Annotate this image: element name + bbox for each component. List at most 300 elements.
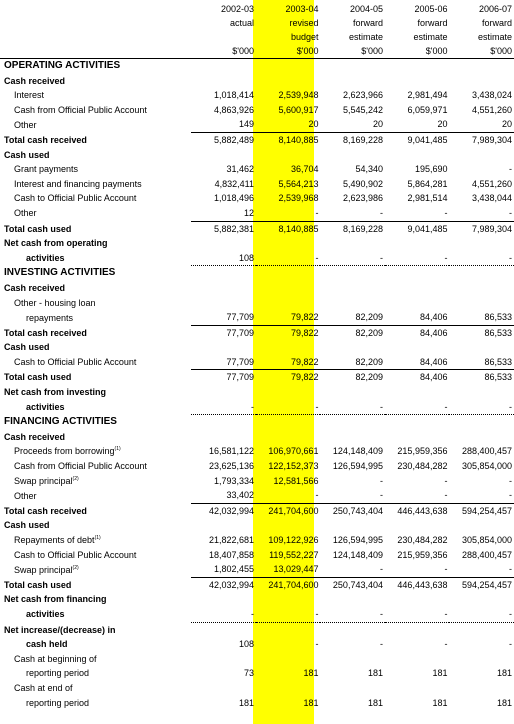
- row-value: [320, 340, 385, 355]
- table-row: [0, 74, 514, 89]
- row-label: [0, 622, 191, 637]
- section-heading-row: [0, 59, 514, 74]
- row-value: 20: [385, 117, 450, 132]
- row-value: 5,882,489: [213, 134, 254, 145]
- row-value: 149: [191, 117, 256, 132]
- row-value: -: [256, 251, 321, 266]
- row-label: [0, 103, 191, 118]
- row-value: 84,406: [385, 355, 450, 370]
- row-value: [385, 59, 450, 74]
- table-row: [0, 296, 514, 311]
- row-value: 594,254,457: [461, 579, 512, 590]
- row-value: [449, 681, 514, 696]
- row-value: [385, 74, 450, 89]
- row-label: [0, 370, 191, 385]
- total-row: [0, 132, 514, 147]
- row-value: [256, 266, 321, 281]
- table-row: [0, 488, 514, 503]
- col-type2: estimate: [477, 32, 512, 42]
- row-value: 86,533: [484, 327, 512, 338]
- row-value: 18,407,858: [208, 549, 254, 560]
- row-value: [191, 266, 256, 281]
- row-label-text: Grant payments: [14, 164, 79, 175]
- row-value: [256, 518, 321, 533]
- row-value: [256, 236, 321, 251]
- row-label: [0, 488, 191, 503]
- table-row: [0, 652, 514, 667]
- row-value: 2,981,514: [407, 193, 448, 204]
- row-label-text: Cash at end of: [14, 682, 73, 693]
- row-label: [0, 474, 191, 489]
- table-row: [0, 430, 514, 445]
- row-value: 4,863,926: [213, 104, 254, 115]
- row-value: [320, 652, 385, 667]
- row-label: [0, 59, 191, 74]
- row-value: 86,533: [449, 355, 514, 370]
- total-row: [0, 503, 514, 518]
- row-label-text: Swap principal: [14, 475, 73, 486]
- row-value: [449, 266, 514, 281]
- col-year: 2002-03: [220, 4, 254, 14]
- row-value: -: [191, 400, 256, 415]
- row-label-text: cash held: [26, 639, 68, 650]
- row-value: 126,594,995: [332, 535, 383, 545]
- row-value: [320, 622, 385, 637]
- table-row: [0, 177, 514, 192]
- row-value: [449, 74, 514, 89]
- col-year: 2005-06: [414, 4, 448, 14]
- footnote-marker: (2): [72, 475, 79, 482]
- row-value: 54,340: [355, 164, 383, 175]
- row-value: [385, 266, 450, 281]
- row-value: 79,822: [290, 327, 319, 338]
- table-row: [0, 148, 514, 163]
- row-value: [449, 236, 514, 251]
- row-value: 7,989,304: [471, 134, 512, 145]
- row-value: [385, 430, 450, 445]
- row-value: -: [509, 164, 512, 175]
- row-label: [0, 132, 191, 147]
- row-label: [0, 281, 191, 296]
- table-row: [0, 340, 514, 355]
- footnote-marker: (1): [94, 535, 101, 541]
- col-type2: [191, 30, 256, 44]
- row-value: 181: [432, 697, 448, 708]
- row-value: 122,152,373: [268, 461, 319, 472]
- row-value: [385, 652, 450, 667]
- row-value: 2,981,494: [407, 90, 448, 101]
- row-value: -: [256, 488, 321, 503]
- row-label-text: Net cash from investing: [4, 387, 107, 398]
- row-label-text: Repayments of debt: [14, 535, 95, 545]
- row-value: 230,484,282: [397, 461, 448, 472]
- row-value: [385, 281, 450, 296]
- row-value: 84,406: [419, 327, 448, 338]
- row-value: 5,882,381: [213, 223, 254, 234]
- table-row: [0, 592, 514, 607]
- row-value: [191, 415, 256, 430]
- row-label: [0, 117, 191, 132]
- row-value: 1,018,414: [213, 90, 254, 101]
- row-label: [0, 696, 191, 711]
- row-value: [191, 518, 256, 533]
- row-label: [0, 206, 191, 221]
- row-value: -: [320, 206, 385, 221]
- row-label-text: repayments: [26, 312, 74, 323]
- row-value: 1,793,334: [213, 475, 254, 486]
- row-value: 7,989,304: [471, 223, 512, 234]
- row-value: -: [320, 488, 385, 503]
- row-label: [0, 666, 191, 681]
- table-row: [0, 533, 514, 548]
- row-value: 73: [243, 668, 254, 679]
- row-value: 82,209: [320, 355, 385, 370]
- row-value: [449, 518, 514, 533]
- col-year: 2006-07: [478, 4, 512, 14]
- row-label-text: Total cash used: [4, 223, 72, 234]
- row-value: 79,822: [256, 310, 321, 325]
- row-value: [385, 518, 450, 533]
- row-value: [256, 430, 321, 445]
- row-label-text: activities: [26, 253, 65, 264]
- col-unit: $'000: [385, 44, 450, 59]
- row-value: [385, 681, 450, 696]
- row-value: 20: [449, 117, 514, 132]
- row-label: [0, 518, 191, 533]
- row-label: [0, 577, 191, 592]
- col-type: forward: [352, 18, 383, 28]
- table-row: [0, 562, 514, 577]
- row-value: 2,539,948: [278, 90, 319, 101]
- row-value: 5,490,902: [342, 178, 383, 189]
- row-value: 126,594,995: [332, 461, 383, 472]
- row-value: 5,600,917: [278, 104, 319, 115]
- row-label-text: Other: [14, 119, 37, 130]
- row-value: [449, 281, 514, 296]
- row-value: 16,581,122: [208, 446, 254, 457]
- row-value: 181: [303, 668, 319, 679]
- row-value: [320, 266, 385, 281]
- row-value: 77,709: [226, 372, 254, 383]
- row-label: [0, 385, 191, 400]
- row-label-text: Other: [14, 490, 37, 501]
- row-label: [0, 637, 191, 652]
- row-value: 77,709: [191, 355, 256, 370]
- row-value: 250,743,404: [332, 579, 383, 590]
- row-value: 86,533: [484, 372, 512, 383]
- row-value: 181: [432, 668, 448, 679]
- row-label: [0, 340, 191, 355]
- row-label: [0, 548, 191, 563]
- table-row: [0, 355, 514, 370]
- row-value: 20: [256, 117, 321, 132]
- row-value: 181: [238, 697, 254, 708]
- row-label-text: reporting period: [26, 668, 90, 679]
- row-value: -: [385, 206, 450, 221]
- row-value: -: [320, 400, 385, 415]
- row-label: [0, 236, 191, 251]
- row-label-text: Cash used: [4, 149, 50, 160]
- row-value: [449, 430, 514, 445]
- row-label: [0, 325, 191, 340]
- row-label-text: Total cash received: [4, 505, 87, 516]
- row-value: [256, 74, 321, 89]
- row-label-text: Cash to Official Public Account: [14, 193, 137, 204]
- col-unit: $'000: [256, 44, 321, 59]
- row-label-text: Other: [14, 208, 37, 219]
- row-value: 181: [496, 697, 512, 708]
- row-value: [449, 296, 514, 311]
- row-value: 230,484,282: [397, 535, 448, 545]
- table-row: [0, 518, 514, 533]
- row-label-text: Total cash received: [4, 134, 87, 145]
- row-value: -: [449, 400, 514, 415]
- row-value: [320, 430, 385, 445]
- row-value: 77,709: [226, 327, 254, 338]
- col-type: revised: [289, 18, 319, 28]
- row-value: 4,832,411: [214, 178, 254, 189]
- table-row: [0, 206, 514, 221]
- row-value: [191, 385, 256, 400]
- row-value: 42,032,994: [208, 579, 254, 590]
- row-value: 215,959,356: [397, 549, 448, 560]
- row-value: 124,148,409: [332, 549, 383, 560]
- row-value: -: [256, 206, 321, 221]
- row-value: [191, 59, 256, 74]
- col-type: forward: [481, 18, 512, 28]
- row-value: 305,854,000: [461, 535, 512, 545]
- row-value: [191, 681, 256, 696]
- row-value: [191, 236, 256, 251]
- row-value: [191, 74, 256, 89]
- row-value: [385, 592, 450, 607]
- row-value: -: [444, 639, 448, 650]
- row-label: [0, 148, 191, 163]
- row-value: 288,400,457: [461, 446, 512, 457]
- row-label-text: Interest: [14, 90, 45, 101]
- row-value: [320, 236, 385, 251]
- row-value: [256, 59, 321, 74]
- row-value: 1,802,455: [191, 562, 256, 577]
- row-value: -: [385, 562, 450, 577]
- row-label: [0, 430, 191, 445]
- row-value: 82,209: [355, 327, 383, 338]
- col-year: 2004-05: [349, 4, 383, 14]
- col-unit: $'000: [320, 44, 385, 59]
- row-value: 86,533: [449, 310, 514, 325]
- row-value: 2,539,968: [278, 193, 319, 204]
- row-value: [449, 385, 514, 400]
- row-value: [256, 385, 321, 400]
- table-row: [0, 191, 514, 206]
- row-value: -: [320, 251, 385, 266]
- header-row-type: [0, 16, 514, 30]
- table-row: [0, 400, 514, 415]
- total-row: [0, 325, 514, 340]
- col-year: 2003-04: [285, 4, 319, 14]
- row-value: [449, 592, 514, 607]
- header-row-year: [0, 2, 514, 16]
- table-row: [0, 310, 514, 325]
- row-value: -: [449, 562, 514, 577]
- row-value: 181: [367, 668, 383, 679]
- row-value: [320, 296, 385, 311]
- row-value: [256, 592, 321, 607]
- col-type2: estimate: [348, 32, 383, 42]
- row-value: 119,552,227: [269, 549, 319, 560]
- row-label: [0, 355, 191, 370]
- table-row: [0, 548, 514, 563]
- table-row: [0, 88, 514, 103]
- row-label: [0, 162, 191, 177]
- row-label: [0, 415, 191, 430]
- row-value: 8,169,228: [342, 223, 383, 234]
- row-value: 33,402: [191, 488, 256, 503]
- row-value: 9,041,485: [407, 134, 448, 145]
- total-row: [0, 577, 514, 592]
- row-value: [320, 415, 385, 430]
- row-value: [191, 281, 256, 296]
- row-value: 82,209: [355, 372, 383, 383]
- table-row: [0, 607, 514, 622]
- table-row: [0, 251, 514, 266]
- table-row: [0, 117, 514, 132]
- row-value: [256, 340, 321, 355]
- row-value: [256, 148, 321, 163]
- row-value: 8,140,885: [278, 134, 319, 145]
- table-row: [0, 637, 514, 652]
- row-value: 79,822: [290, 372, 319, 383]
- row-value: 181: [367, 697, 383, 708]
- row-value: -: [509, 475, 512, 486]
- row-value: [256, 296, 321, 311]
- row-value: [191, 340, 256, 355]
- table-row: [0, 444, 514, 459]
- row-value: 84,406: [419, 372, 448, 383]
- row-label: [0, 266, 191, 281]
- row-value: -: [379, 639, 383, 650]
- cash-flow-table: [0, 2, 514, 710]
- row-value: [191, 622, 256, 637]
- row-value: 13,029,447: [256, 562, 321, 577]
- row-value: [320, 148, 385, 163]
- row-label: [0, 400, 191, 415]
- row-value: 305,854,000: [461, 461, 512, 472]
- row-value: 5,545,242: [342, 104, 383, 115]
- table-row: [0, 236, 514, 251]
- table-row: [0, 281, 514, 296]
- row-label-text: Total cash received: [4, 327, 87, 338]
- row-value: -: [449, 251, 514, 266]
- row-value: -: [379, 475, 383, 486]
- row-value: -: [385, 607, 450, 622]
- row-value: [449, 148, 514, 163]
- row-label: [0, 503, 191, 518]
- row-label: [0, 88, 191, 103]
- table-row: [0, 103, 514, 118]
- row-label: [0, 592, 191, 607]
- row-value: 446,443,638: [397, 579, 448, 590]
- row-value: 8,140,885: [278, 223, 319, 234]
- row-label-text: Other - housing loan: [14, 297, 96, 308]
- footnote-marker: (2): [72, 564, 79, 571]
- row-value: 2,623,986: [342, 193, 383, 204]
- row-value: 79,822: [256, 355, 321, 370]
- row-label-text: activities: [26, 609, 65, 620]
- table-row: [0, 622, 514, 637]
- row-value: 124,148,409: [332, 446, 383, 457]
- footnote-marker: (1): [114, 446, 121, 453]
- row-value: 31,462: [226, 164, 254, 175]
- row-value: -: [320, 562, 385, 577]
- row-value: -: [256, 607, 321, 622]
- row-value: [191, 652, 256, 667]
- table-row: [0, 385, 514, 400]
- row-value: -: [191, 607, 256, 622]
- row-label-text: FINANCING ACTIVITIES: [4, 416, 117, 428]
- row-value: [320, 74, 385, 89]
- row-value: [320, 385, 385, 400]
- col-type2: budget: [290, 32, 319, 42]
- row-label: [0, 533, 191, 548]
- row-label-text: Proceeds from borrowing: [14, 446, 115, 457]
- row-value: 250,743,404: [332, 505, 383, 516]
- row-label-text: Total cash used: [4, 579, 72, 590]
- row-label-text: Net cash from financing: [4, 594, 107, 605]
- row-label: [0, 296, 191, 311]
- row-value: [256, 281, 321, 296]
- row-value: 195,690: [414, 164, 448, 175]
- header-row-type2: [0, 30, 514, 44]
- row-value: [256, 681, 321, 696]
- row-value: 84,406: [385, 310, 450, 325]
- row-value: [385, 415, 450, 430]
- row-value: 36,704: [290, 164, 319, 175]
- row-value: 241,704,600: [268, 579, 319, 590]
- row-label: [0, 444, 191, 459]
- row-value: [191, 430, 256, 445]
- row-value: 20: [320, 117, 385, 132]
- row-value: -: [444, 475, 448, 486]
- row-label: [0, 607, 191, 622]
- row-value: -: [509, 639, 512, 650]
- row-label-text: Cash received: [4, 431, 66, 442]
- table-row: [0, 666, 514, 681]
- row-value: [385, 622, 450, 637]
- row-label-text: Cash from Official Public Account: [14, 461, 147, 472]
- row-value: 1,018,496: [213, 193, 254, 204]
- row-value: 241,704,600: [268, 505, 319, 516]
- row-value: [191, 148, 256, 163]
- section-heading-row: [0, 266, 514, 281]
- row-value: 12,581,566: [273, 475, 319, 486]
- row-label-text: Cash received: [4, 282, 66, 293]
- row-value: 215,959,356: [397, 446, 448, 457]
- row-label-text: Net cash from operating: [4, 238, 108, 249]
- col-type2: estimate: [413, 32, 448, 42]
- row-value: 108: [191, 251, 256, 266]
- row-value: [385, 148, 450, 163]
- total-row: [0, 221, 514, 236]
- row-label-text: Cash to Official Public Account: [14, 549, 137, 560]
- row-label-text: INVESTING ACTIVITIES: [4, 267, 116, 279]
- row-label-text: Cash at beginning of: [14, 653, 97, 664]
- row-value: 77,709: [191, 310, 256, 325]
- row-value: 446,443,638: [397, 505, 448, 516]
- row-value: 4,551,260: [471, 178, 512, 189]
- row-value: [191, 296, 256, 311]
- row-value: [320, 59, 385, 74]
